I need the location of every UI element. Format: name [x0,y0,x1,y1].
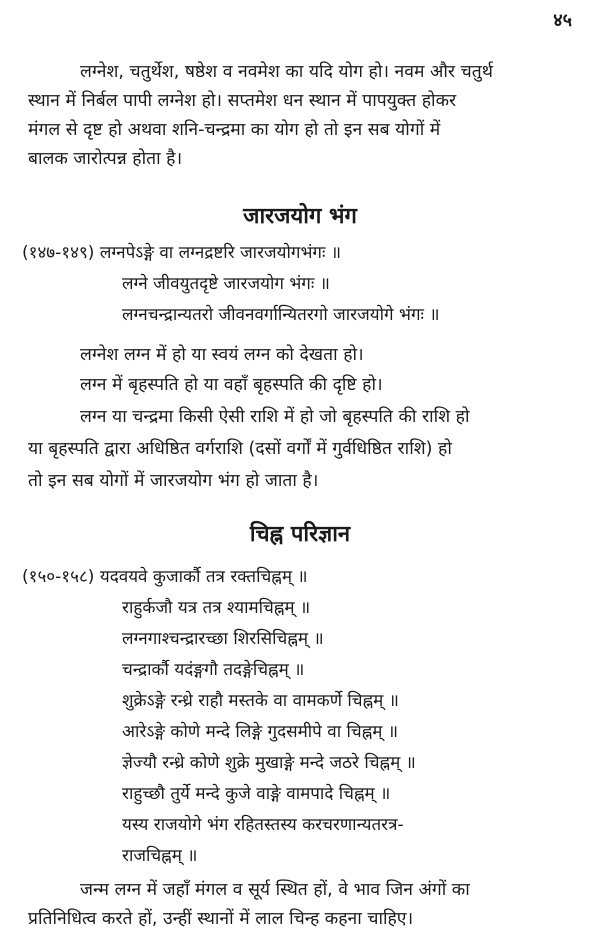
verse-block-147-149 [22,238,592,331]
verse-line: शुक्रेऽङ्गे रन्ध्रे राहौ मस्तके वा वामकर्णे चिह्नम् ॥ [122,691,399,711]
text-line: लग्नेश, चतुर्थेश, षष्ठेश व नवमेश का यदि योग हो। नवम और चतुर्थ [80,62,493,82]
verse-line: यस्य राजयोगे भंग रहितस्तस्य करचरणान्यतरत्र- [122,815,404,835]
verse-line: लग्ने जीवयुतदृष्टे जारजयोग भंगः ॥ [122,274,330,294]
verse-line [22,238,592,269]
paragraph-red-mark [28,876,582,934]
paragraph-jarotpanna [28,58,582,174]
gloss-line: तो इन सब योगों में जारजयोग भंग हो जाता है। [28,471,319,491]
gloss-line: लग्न में बृहस्पति हो या वहाँ बृहस्पति की दृष्टि हो। [80,375,383,395]
verse-line: लग्नचन्द्रान्यतरो जीवनवर्गान्यितरगो जारजयोगे भंगः ॥ [122,305,440,325]
text-line: मंगल से दृष्ट हो अथवा शनि-चन्द्रमा का योग हो तो इन सब योगों में [28,120,441,140]
gloss-line: लग्नेश लग्न में हो या स्वयं लग्न को देखता हो। [80,345,364,365]
verse-line: राजचिह्नम् ॥ [122,846,198,866]
verse-number: (१४७-१४९) [22,243,95,263]
verse-line: आरेऽङ्गे कोणे मन्दे लिङ्गे गुदसमीपे वा चिह्नम् ॥ [122,722,399,742]
verse-line [22,562,592,593]
gloss-line: लग्न या चन्द्रमा किसी ऐसी राशि में हो जो बृहस्पति की राशि हो [80,407,470,427]
verse-number: (१५०-१५८) [22,567,95,587]
section-heading-chihna-parijnana: चिह्न परिज्ञान [249,522,351,547]
text-line: जन्म लग्न में जहाँ मंगल व सूर्य स्थित हों, वे भाव जिन अंगों का [80,880,470,900]
verse-text: यदवयवे कुजार्कौ तत्र रक्तचिह्नम् ॥ [99,567,308,587]
verse-line: राहुच्छौ तुर्ये मन्दे कुजे वाङ्गे वामपादे चिह्नम् ॥ [122,784,391,804]
verse-line: चन्द्रार्कौ यदंङ्गगौ तदङ्गेचिह्नम् ॥ [122,660,305,680]
verse-text: लग्नपेऽङ्गे वा लग्नद्रष्टरि जारजयोगभंगः ॥ [99,243,342,263]
verse-block-150-158 [22,562,592,872]
verse-line: राहुर्कजौ यत्र तत्र श्यामचिह्नम् ॥ [122,598,311,618]
text-line: प्रतिनिधित्व करते हों, उन्हीं स्थानों में लाल चिन्ह कहना चाहिए। [28,909,414,929]
gloss-line: या बृहस्पति द्वारा अधिष्ठित वर्गराशि (दसों वर्गों में गुर्वधिष्ठित राशि) हो [28,439,452,459]
verse-line: ज्ञेज्यौ रन्ध्रे कोणे शुक्रे मुखाङ्गे मन्दे जठरे चिह्नम् ॥ [122,753,416,773]
text-line: स्थान में निर्बल पापी लग्नेश हो। सप्तमेश धन स्थान में पापयुक्त होकर [28,91,457,111]
section-heading-jarajayoga-bhanga: जारजयोग भंग [243,204,357,229]
text-line: बालक जारोत्पन्न होता है। [28,149,183,169]
page-number: ४५ [553,10,572,31]
verse-line: लग्नगाश्चन्द्रारच्छा शिरसिचिह्नम् ॥ [122,629,324,649]
